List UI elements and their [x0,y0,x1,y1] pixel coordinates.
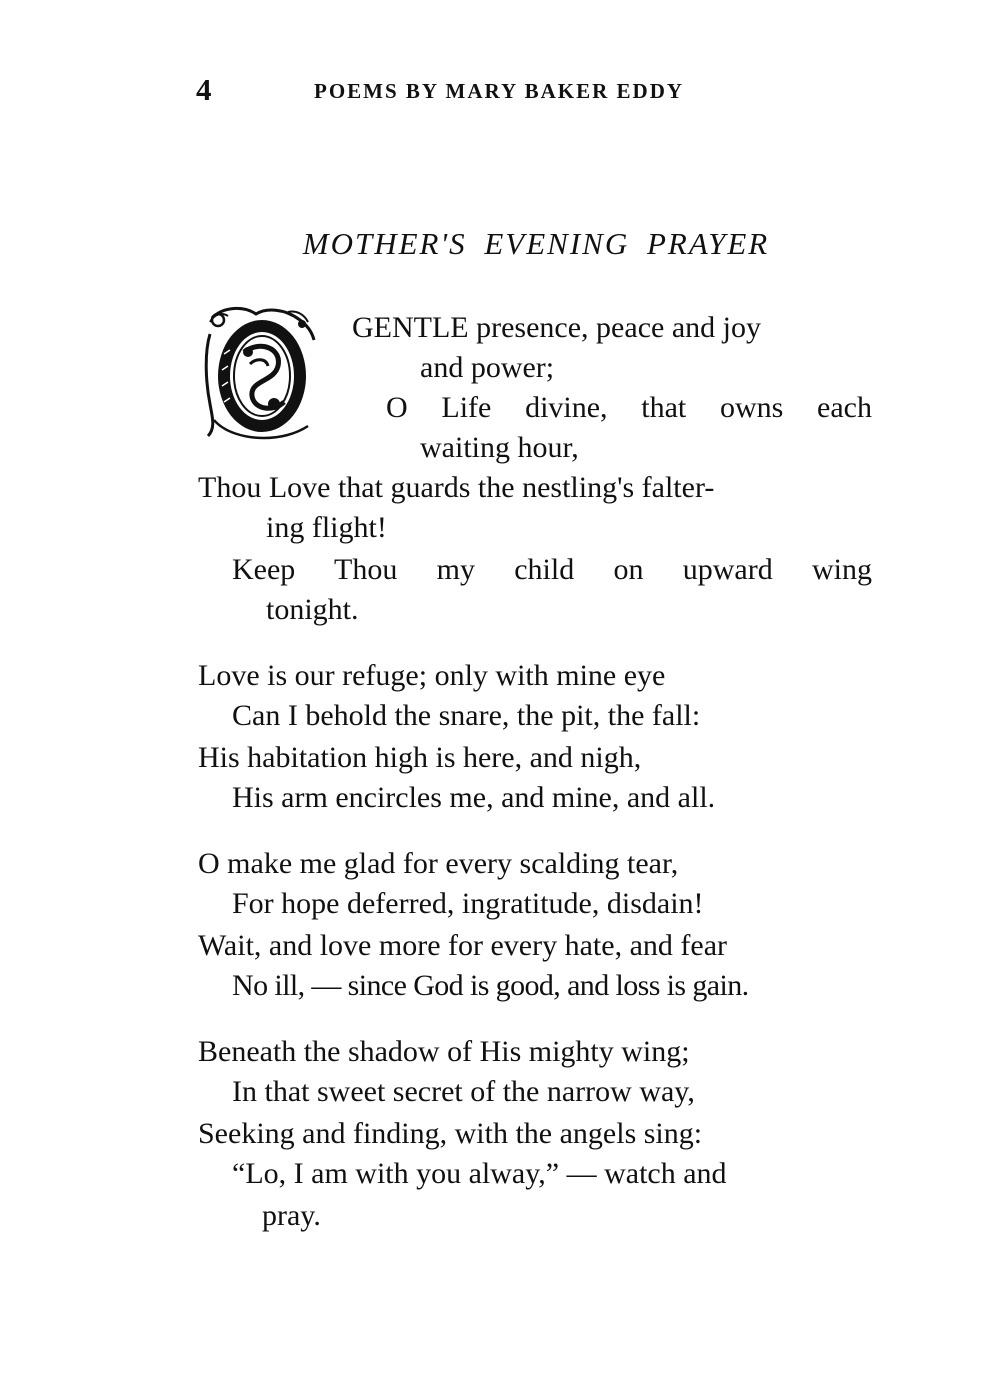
poem-line: Love is our refuge; only with mine eye [198,659,666,692]
poem-line: Can I behold the snare, the pit, the fall: [232,699,701,732]
poem-line: GENTLE presence, peace and joy [352,311,761,344]
drop-cap-ornament-icon [204,304,316,444]
poem-line: O make me glad for every scalding tear, [198,847,679,880]
running-head [196,72,876,108]
poem-line: No ill, — since God is good, and loss is gain. [232,969,749,1002]
poem-line: Wait, and love more for every hate, and fear [198,929,727,962]
poem-line: Thou Love that guards the nestling's falter- [198,471,715,504]
poem-line: Seeking and finding, with the angels sing: [198,1117,703,1150]
poem-line: Beneath the shadow of His mighty wing; [198,1035,690,1068]
page-number: 4 [196,72,212,107]
poem-line: “Lo, I am with you alway,” — watch and [232,1157,727,1190]
poem-line: tonight. [266,593,359,626]
poem-line: Keep Thou my child on upward wing [232,553,872,586]
poem-title: MOTHER'S EVENING PRAYER [302,226,770,261]
poem-line: pray. [262,1199,321,1232]
poem-line: and power; [420,351,555,384]
poem-line: For hope deferred, ingratitude, disdain! [232,887,704,920]
poem-line: ing flight! [266,511,387,544]
poem-line: His arm encircles me, and mine, and all. [232,781,716,814]
running-title: POEMS BY MARY BAKER EDDY [314,79,685,103]
poem-line: waiting hour, [420,431,579,464]
poem-line: O Life divine, that owns each [386,391,872,424]
ornamental-drop-cap [204,304,316,444]
poem-line: His habitation high is here, and nigh, [198,741,642,774]
poem-line: In that sweet secret of the narrow way, [232,1075,695,1108]
